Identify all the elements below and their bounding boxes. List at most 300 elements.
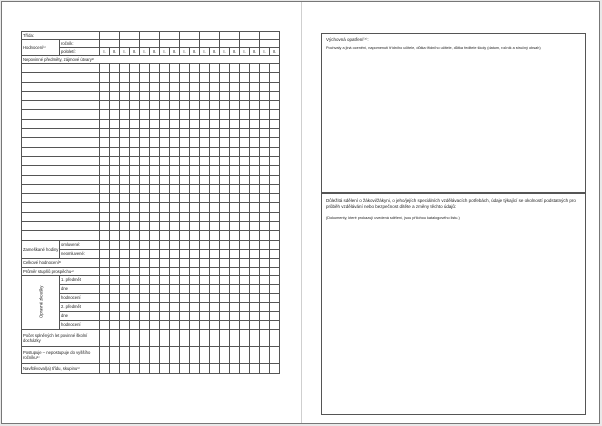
grid-cell	[160, 73, 170, 82]
grid-cell	[160, 101, 170, 110]
grid-cell	[190, 91, 200, 100]
grid-cell	[170, 329, 180, 346]
grid-cell	[240, 184, 250, 193]
grid-cell	[150, 258, 160, 267]
grid-cell	[180, 82, 190, 91]
grid-cell	[160, 258, 170, 267]
grid-cell	[220, 203, 230, 212]
grid-cell	[230, 293, 240, 302]
grid-cell	[230, 320, 240, 329]
grid-cell	[260, 240, 270, 249]
grid-cell	[240, 258, 250, 267]
grid-cell	[160, 302, 170, 311]
grid-cell	[150, 320, 160, 329]
semester-label: I.	[100, 48, 110, 56]
grid-cell	[22, 231, 100, 240]
grid-cell	[100, 32, 120, 40]
grid-cell	[110, 329, 120, 346]
grid-cell	[250, 320, 260, 329]
grid-cell	[150, 156, 160, 165]
semester-label: I.	[200, 48, 210, 56]
grid-cell	[120, 267, 130, 275]
grid-cell	[190, 156, 200, 165]
grid-cell	[200, 258, 210, 267]
semester-label: I.	[120, 48, 130, 56]
grid-cell	[22, 91, 100, 100]
grid-cell	[200, 363, 210, 373]
grid-cell	[130, 119, 140, 128]
grid-cell	[210, 346, 220, 363]
grid-cell	[170, 129, 180, 138]
grid-cell	[260, 138, 270, 147]
grid-cell	[270, 363, 280, 373]
grid-cell	[250, 166, 260, 175]
grid-cell	[110, 73, 120, 82]
label-trida: Třída:	[22, 32, 100, 40]
grid-cell	[170, 147, 180, 156]
grid-cell	[230, 222, 240, 231]
grid-cell	[260, 302, 270, 311]
grid-cell	[180, 231, 190, 240]
grid-cell	[270, 203, 280, 212]
grid-cell	[210, 138, 220, 147]
grid-cell	[220, 82, 230, 91]
grid-cell	[170, 249, 180, 258]
grid-cell	[260, 293, 270, 302]
grid-cell	[250, 267, 260, 275]
grid-cell	[120, 156, 130, 165]
grid-cell	[240, 119, 250, 128]
grid-cell	[210, 175, 220, 184]
grid-cell	[220, 138, 230, 147]
grid-cell	[100, 284, 110, 293]
grid-cell	[130, 267, 140, 275]
grid-cell	[270, 212, 280, 221]
grid-cell	[190, 258, 200, 267]
grid-cell	[130, 240, 140, 249]
grid-cell	[110, 258, 120, 267]
grid-cell	[110, 166, 120, 175]
grid-cell	[160, 129, 170, 138]
grid-cell	[160, 175, 170, 184]
grid-cell	[200, 293, 210, 302]
grid-cell	[230, 212, 240, 221]
row-den2	[22, 311, 280, 320]
grid-cell	[200, 275, 210, 284]
grid-cell	[250, 311, 260, 320]
grid-cell	[170, 267, 180, 275]
grid-cell	[120, 346, 130, 363]
grid-cell	[190, 203, 200, 212]
label-postupuje: Postupuje – nepostupuje do vyššího ročníku⁵⁾	[22, 346, 100, 363]
box1-title: Výchovná opatření⁽⁷⁾:	[326, 37, 369, 42]
label-opravne: Opravné zkoušky	[22, 275, 60, 329]
grid-cell	[200, 147, 210, 156]
grid-cell	[200, 203, 210, 212]
grid-cell	[22, 175, 100, 184]
grid-cell	[100, 138, 110, 147]
grid-cell	[120, 40, 140, 48]
grid-cell	[22, 147, 100, 156]
grid-cell	[200, 129, 210, 138]
grid-cell	[230, 119, 240, 128]
row-blank	[22, 101, 280, 110]
grid-cell	[230, 346, 240, 363]
grid-cell	[270, 231, 280, 240]
grid-cell	[170, 184, 180, 193]
grid-cell	[200, 138, 210, 147]
grid-cell	[240, 82, 250, 91]
grid-cell	[200, 302, 210, 311]
grid-cell	[110, 129, 120, 138]
grid-cell	[150, 203, 160, 212]
grid-cell	[220, 91, 230, 100]
grid-cell	[180, 40, 200, 48]
semester-label: II.	[210, 48, 220, 56]
grid-cell	[220, 320, 230, 329]
grid-cell	[180, 91, 190, 100]
grid-cell	[180, 32, 200, 40]
row-blank	[22, 147, 280, 156]
grid-cell	[190, 101, 200, 110]
grid-cell	[130, 166, 140, 175]
grid-cell	[200, 240, 210, 249]
grid-cell	[250, 119, 260, 128]
grid-cell	[240, 203, 250, 212]
grid-cell	[160, 64, 170, 73]
left-record-table	[21, 31, 280, 374]
grid-cell	[120, 175, 130, 184]
semester-label: II.	[230, 48, 240, 56]
grid-cell	[130, 156, 140, 165]
grid-cell	[250, 203, 260, 212]
grid-cell	[150, 267, 160, 275]
grid-cell	[210, 194, 220, 203]
semester-label: II.	[130, 48, 140, 56]
grid-cell	[160, 40, 180, 48]
grid-cell	[220, 293, 230, 302]
grid-cell	[220, 284, 230, 293]
grid-cell	[140, 64, 150, 73]
grid-cell	[260, 267, 270, 275]
grid-cell	[260, 249, 270, 258]
grid-cell	[140, 40, 160, 48]
grid-cell	[270, 119, 280, 128]
grid-cell	[160, 138, 170, 147]
grid-cell	[170, 346, 180, 363]
grid-cell	[190, 73, 200, 82]
grid-cell	[180, 267, 190, 275]
grid-cell	[140, 258, 150, 267]
grid-cell	[220, 346, 230, 363]
grid-cell	[160, 184, 170, 193]
grid-cell	[260, 363, 270, 373]
grid-cell	[22, 82, 100, 91]
grid-cell	[240, 275, 250, 284]
grid-cell	[140, 203, 150, 212]
label-neomluvene: neomluvené:	[60, 249, 100, 258]
grid-cell	[180, 240, 190, 249]
grid-cell	[240, 129, 250, 138]
grid-cell	[190, 119, 200, 128]
grid-cell	[200, 156, 210, 165]
grid-cell	[200, 329, 210, 346]
grid-cell	[230, 110, 240, 119]
grid-cell	[210, 240, 220, 249]
grid-cell	[230, 156, 240, 165]
grid-cell	[180, 110, 190, 119]
grid-cell	[170, 363, 180, 373]
grid-cell	[230, 363, 240, 373]
row-prumer	[22, 267, 280, 275]
grid-cell	[240, 284, 250, 293]
grid-cell	[130, 311, 140, 320]
grid-cell	[240, 40, 260, 48]
grid-cell	[140, 101, 150, 110]
grid-cell	[260, 166, 270, 175]
grid-cell	[140, 147, 150, 156]
grid-cell	[230, 147, 240, 156]
grid-cell	[150, 329, 160, 346]
grid-cell	[200, 346, 210, 363]
grid-cell	[140, 249, 150, 258]
row-blank	[22, 119, 280, 128]
grid-cell	[180, 311, 190, 320]
grid-cell	[220, 156, 230, 165]
grid-cell	[220, 101, 230, 110]
grid-cell	[240, 156, 250, 165]
grid-cell	[230, 311, 240, 320]
grid-cell	[220, 267, 230, 275]
grid-cell	[130, 212, 140, 221]
grid-cell	[220, 32, 240, 40]
grid-cell	[230, 175, 240, 184]
semester-label: I.	[240, 48, 250, 56]
grid-cell	[250, 231, 260, 240]
grid-cell	[100, 73, 110, 82]
grid-cell	[220, 231, 230, 240]
grid-cell	[160, 194, 170, 203]
grid-cell	[150, 302, 160, 311]
grid-cell	[140, 284, 150, 293]
semester-label: II.	[150, 48, 160, 56]
grid-cell	[160, 156, 170, 165]
grid-cell	[110, 346, 120, 363]
grid-cell	[270, 73, 280, 82]
grid-cell	[110, 231, 120, 240]
grid-cell	[230, 73, 240, 82]
grid-cell	[190, 222, 200, 231]
grid-cell	[250, 129, 260, 138]
grid-cell	[150, 240, 160, 249]
grid-cell	[250, 101, 260, 110]
grid-cell	[180, 166, 190, 175]
label-pololeti: pololetí:	[60, 48, 100, 56]
grid-cell	[210, 203, 220, 212]
grid-cell	[100, 147, 110, 156]
grid-cell	[150, 222, 160, 231]
grid-cell	[190, 267, 200, 275]
label-nepovinne: Nepovinné předměty, zájmové útvary²⁾	[22, 56, 280, 64]
row-blank	[22, 222, 280, 231]
grid-cell	[22, 194, 100, 203]
row-navstevovali	[22, 363, 280, 373]
grid-cell	[220, 275, 230, 284]
grid-cell	[240, 240, 250, 249]
grid-cell	[120, 240, 130, 249]
box2-title: Důležitá sdělení o žákovi/žákyni, o jeho/jejích speciálních vzdělávacích potřebách, údaje týkající se okolností podstatných pro průběh vzdělávání nebo bezpečnost dítěte a změny těchto údajů:	[326, 198, 576, 209]
grid-cell	[180, 101, 190, 110]
grid-cell	[160, 267, 170, 275]
grid-cell	[240, 110, 250, 119]
row-blank	[22, 231, 280, 240]
grid-cell	[270, 110, 280, 119]
grid-cell	[120, 82, 130, 91]
label-predmet2: 2. předmět	[60, 302, 100, 311]
grid-cell	[270, 329, 280, 346]
grid-cell	[200, 119, 210, 128]
grid-cell	[170, 110, 180, 119]
label-pocet-let: Počet splněných let povinné školní docházky	[22, 329, 100, 346]
grid-cell	[120, 293, 130, 302]
grid-cell	[22, 129, 100, 138]
grid-cell	[140, 138, 150, 147]
row-blank	[22, 110, 280, 119]
grid-cell	[260, 231, 270, 240]
grid-cell	[100, 64, 110, 73]
grid-cell	[190, 293, 200, 302]
grid-cell	[170, 231, 180, 240]
grid-cell	[120, 138, 130, 147]
grid-cell	[170, 194, 180, 203]
grid-cell	[240, 293, 250, 302]
row-blank	[22, 156, 280, 165]
grid-cell	[170, 240, 180, 249]
grid-cell	[110, 91, 120, 100]
row-blank	[22, 129, 280, 138]
grid-cell	[110, 293, 120, 302]
grid-cell	[100, 275, 110, 284]
row-blank	[22, 138, 280, 147]
grid-cell	[140, 212, 150, 221]
grid-cell	[160, 212, 170, 221]
grid-cell	[110, 212, 120, 221]
grid-cell	[170, 138, 180, 147]
grid-cell	[270, 129, 280, 138]
grid-cell	[270, 184, 280, 193]
grid-cell	[180, 275, 190, 284]
grid-cell	[190, 64, 200, 73]
grid-cell	[220, 184, 230, 193]
grid-cell	[150, 91, 160, 100]
grid-cell	[100, 240, 110, 249]
grid-cell	[120, 129, 130, 138]
grid-cell	[270, 64, 280, 73]
grid-cell	[240, 302, 250, 311]
grid-cell	[100, 82, 110, 91]
grid-cell	[260, 101, 270, 110]
grid-cell	[270, 222, 280, 231]
grid-cell	[180, 129, 190, 138]
grid-cell	[240, 212, 250, 221]
row-rocnik	[22, 40, 280, 48]
grid-cell	[220, 175, 230, 184]
grid-cell	[130, 275, 140, 284]
row-blank	[22, 203, 280, 212]
grid-cell	[270, 91, 280, 100]
grid-cell	[250, 329, 260, 346]
grid-cell	[240, 363, 250, 373]
grid-cell	[250, 293, 260, 302]
grid-cell	[140, 110, 150, 119]
grid-cell	[270, 175, 280, 184]
grid-cell	[200, 91, 210, 100]
grid-cell	[230, 284, 240, 293]
grid-cell	[170, 101, 180, 110]
grid-cell	[130, 284, 140, 293]
grid-cell	[240, 32, 260, 40]
grid-cell	[200, 194, 210, 203]
grid-cell	[270, 166, 280, 175]
grid-cell	[100, 302, 110, 311]
grid-cell	[120, 363, 130, 373]
grid-cell	[230, 129, 240, 138]
grid-cell	[150, 147, 160, 156]
grid-cell	[120, 320, 130, 329]
grid-cell	[230, 166, 240, 175]
grid-cell	[270, 275, 280, 284]
grid-cell	[250, 363, 260, 373]
grid-cell	[270, 320, 280, 329]
grid-cell	[250, 64, 260, 73]
grid-cell	[130, 184, 140, 193]
grid-cell	[210, 166, 220, 175]
grid-cell	[110, 175, 120, 184]
grid-cell	[160, 249, 170, 258]
label-navstevovali: Navštěvoval(a) třídu, skupinu⁶⁾	[22, 363, 100, 373]
grid-cell	[100, 101, 110, 110]
label-den2: dne	[60, 311, 100, 320]
grid-cell	[110, 110, 120, 119]
grid-cell	[220, 40, 240, 48]
grid-cell	[100, 311, 110, 320]
grid-cell	[170, 258, 180, 267]
grid-cell	[110, 320, 120, 329]
grid-cell	[150, 249, 160, 258]
grid-cell	[130, 302, 140, 311]
grid-cell	[200, 212, 210, 221]
grid-cell	[150, 73, 160, 82]
grid-cell	[250, 194, 260, 203]
grid-cell	[260, 258, 270, 267]
grid-cell	[130, 147, 140, 156]
grid-cell	[270, 240, 280, 249]
grid-cell	[110, 222, 120, 231]
grid-cell	[140, 184, 150, 193]
grid-cell	[180, 147, 190, 156]
grid-cell	[170, 293, 180, 302]
row-blank	[22, 91, 280, 100]
grid-cell	[100, 267, 110, 275]
grid-cell	[170, 203, 180, 212]
grid-cell	[220, 212, 230, 221]
box-vychovna-opatreni	[321, 33, 586, 193]
grid-cell	[190, 302, 200, 311]
semester-label: I.	[220, 48, 230, 56]
grid-cell	[210, 293, 220, 302]
grid-cell	[22, 73, 100, 82]
semester-label: II.	[250, 48, 260, 56]
